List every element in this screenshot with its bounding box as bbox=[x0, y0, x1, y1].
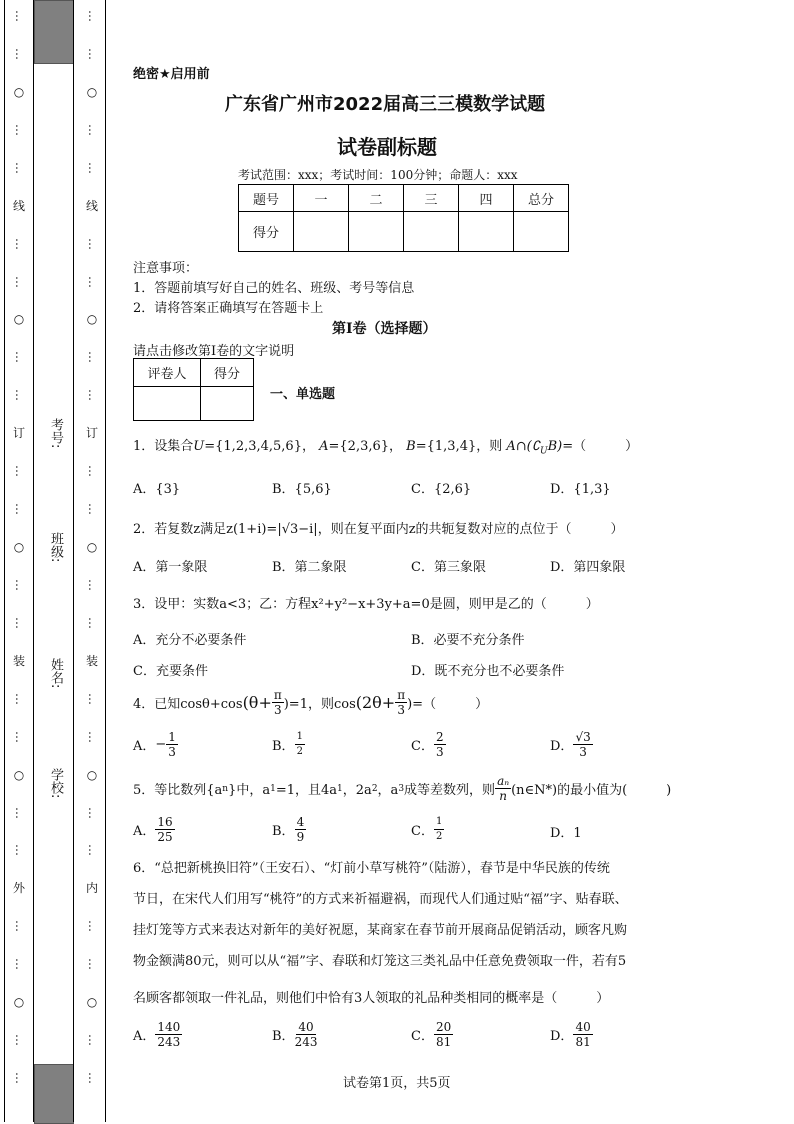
binding-mark: 内 bbox=[85, 881, 98, 895]
binding-mark: 装 bbox=[85, 654, 98, 668]
binding-mark: 线 bbox=[12, 199, 25, 213]
binding-mark: 装 bbox=[12, 654, 25, 668]
grader-cell[interactable] bbox=[134, 387, 201, 421]
q6-option-d[interactable]: D． $\frac{40}{81}$ bbox=[550, 1020, 591, 1049]
binding-mark: … bbox=[13, 958, 27, 970]
binding-mark: ○ bbox=[13, 540, 25, 554]
q3-option-d[interactable]: D．既不充分也不必要条件 bbox=[411, 664, 565, 679]
q2-option-d[interactable]: D．第四象限 bbox=[550, 560, 626, 575]
school-label: 学校: bbox=[48, 768, 63, 799]
outer-binding-marks bbox=[12, 0, 26, 1122]
name-label: 姓名: bbox=[48, 658, 63, 689]
question-6-line: 名顾客都领取一件礼品，则他们中恰有3人领取的礼品种类相同的概率是（ ） bbox=[133, 991, 610, 1006]
q5-option-a[interactable]: A． $\frac{16}{25}$ bbox=[133, 815, 173, 844]
score-header-cell: 四 bbox=[459, 185, 514, 212]
q1-option-c[interactable]: C．{2,6} bbox=[411, 482, 472, 497]
q3-option-b[interactable]: B．必要不充分条件 bbox=[411, 633, 525, 648]
binding-mark: ○ bbox=[13, 85, 25, 99]
binding-gray-block-top bbox=[34, 0, 74, 64]
grader-table bbox=[133, 358, 254, 421]
q5-option-b[interactable]: B． $\frac{4}{9}$ bbox=[272, 815, 305, 844]
question-5-stem: 5．等比数列{a n }中，a 1 =1，且4a 1 ，2a 2 ，a 3 成等差数列，则 $\frac{\text{aₙ}}{n}$ (n∈N*)的最小值为( ) bbox=[133, 774, 672, 803]
binding-divider-2 bbox=[73, 0, 74, 1122]
binding-mark: … bbox=[86, 162, 100, 174]
score-row-label: 得分 bbox=[239, 212, 294, 252]
q4-option-d[interactable]: D． $\frac{√3}{3}$ bbox=[550, 730, 591, 759]
student-id-label: 考号: bbox=[48, 418, 63, 449]
binding-mark: 订 bbox=[85, 426, 98, 440]
question-6-line: 物金额满80元，则可以从“福”字、春联和灯笼这三类礼品中任意免费领取一件，若有5 bbox=[133, 954, 627, 969]
score-cell[interactable] bbox=[349, 212, 404, 252]
binding-mark: … bbox=[86, 579, 100, 591]
binding-mark: … bbox=[86, 844, 100, 856]
score-header-cell: 总分 bbox=[514, 185, 569, 212]
question-4-stem: 4．已知cosθ+cos (θ+ $\frac{\pi}{3}$ )=1，则cos (2θ+ $\frac{\pi}{3}$ )=（ ） bbox=[133, 688, 489, 717]
q2-option-a[interactable]: A．第一象限 bbox=[133, 560, 208, 575]
binding-mark: … bbox=[13, 351, 27, 363]
binding-mark: … bbox=[86, 503, 100, 515]
q2-option-b[interactable]: B．第二象限 bbox=[272, 560, 347, 575]
binding-mark: … bbox=[86, 465, 100, 477]
exam-info: 考试范围：xxx；考试时间：100分钟；命题人：xxx bbox=[238, 168, 518, 182]
binding-mark: … bbox=[13, 10, 27, 22]
binding-mark: … bbox=[13, 731, 27, 743]
q4-option-a[interactable]: A． − $\frac{1}{3}$ bbox=[133, 730, 176, 759]
binding-mark: ○ bbox=[86, 768, 98, 782]
q5-option-d[interactable]: D．1 bbox=[550, 826, 582, 841]
q3-option-c[interactable]: C．充要条件 bbox=[133, 664, 208, 679]
binding-mark: … bbox=[13, 124, 27, 136]
binding-mark: … bbox=[13, 579, 27, 591]
q4-option-c[interactable]: C． $\frac{2}{3}$ bbox=[411, 730, 444, 759]
q4-option-b[interactable]: B． $\frac{1}{2}$ bbox=[272, 731, 303, 757]
score-header-cell: 二 bbox=[349, 185, 404, 212]
notes-heading: 注意事项： bbox=[133, 261, 199, 276]
grader-label: 评卷人 bbox=[134, 359, 201, 387]
binding-mark: … bbox=[13, 276, 27, 288]
binding-mark: … bbox=[86, 351, 100, 363]
binding-mark: … bbox=[86, 389, 100, 401]
part1-desc: 请点击修改第I卷的文字说明 bbox=[133, 344, 295, 359]
grader-score-cell[interactable] bbox=[201, 387, 254, 421]
binding-mark: … bbox=[13, 48, 27, 60]
class-label: 班级: bbox=[48, 532, 63, 563]
binding-mark: … bbox=[13, 920, 27, 932]
q6-option-a[interactable]: A． $\frac{140}{243}$ bbox=[133, 1020, 181, 1049]
binding-divider-3 bbox=[105, 0, 106, 1122]
q3-option-a[interactable]: A．充分不必要条件 bbox=[133, 633, 247, 648]
q1-option-a[interactable]: A．{3} bbox=[133, 482, 181, 497]
pi-over-3: $\frac{\pi}{3}$ bbox=[397, 688, 406, 717]
score-header-cell: 一 bbox=[294, 185, 349, 212]
page-footer: 试卷第1页，共5页 bbox=[343, 1076, 451, 1091]
binding-mark: … bbox=[86, 731, 100, 743]
binding-mark: … bbox=[86, 617, 100, 629]
q1-option-d[interactable]: D．{1,3} bbox=[550, 482, 611, 497]
question-6-line: 挂灯笼等方式来表达对新年的美好祝愿，某商家在春节前开展商品促销活动，顾客凡购 bbox=[133, 923, 628, 938]
binding-gray-block-bottom bbox=[34, 1064, 74, 1124]
binding-mark: 订 bbox=[12, 426, 25, 440]
binding-mark: … bbox=[86, 693, 100, 705]
pi-over-3: $\frac{\pi}{3}$ bbox=[273, 688, 282, 717]
q5-option-c[interactable]: C． $\frac{1}{2}$ bbox=[411, 816, 443, 842]
binding-mark: ○ bbox=[86, 312, 98, 326]
score-table bbox=[238, 184, 569, 252]
part1-title: 第I卷（选择题） bbox=[332, 321, 437, 337]
binding-mark: … bbox=[13, 844, 27, 856]
section-title: 一、单选题 bbox=[270, 387, 336, 402]
q6-option-b[interactable]: B． $\frac{40}{243}$ bbox=[272, 1020, 318, 1049]
binding-mark: … bbox=[13, 693, 27, 705]
binding-mark: ○ bbox=[13, 312, 25, 326]
binding-mark: … bbox=[86, 276, 100, 288]
binding-mark: … bbox=[86, 920, 100, 932]
binding-divider-1 bbox=[33, 0, 34, 1122]
score-cell[interactable] bbox=[404, 212, 459, 252]
binding-mark: … bbox=[86, 807, 100, 819]
binding-mark: … bbox=[13, 807, 27, 819]
confidential-mark: 绝密★启用前 bbox=[133, 67, 210, 82]
score-cell[interactable] bbox=[294, 212, 349, 252]
binding-mark: … bbox=[13, 238, 27, 250]
exam-subtitle: 试卷副标题 bbox=[337, 135, 437, 159]
binding-mark: … bbox=[86, 238, 100, 250]
question-1-stem: 1．设集合U={1,2,3,4,5,6}， A={2,3,6}， B={1,3,4}，则 $A\cap(∁_UB)=$（ ） bbox=[133, 439, 639, 457]
binding-mark: 线 bbox=[85, 199, 98, 213]
binding-mark: … bbox=[13, 389, 27, 401]
binding-mark: … bbox=[86, 124, 100, 136]
binding-mark: ○ bbox=[86, 85, 98, 99]
question-6-line: 6．“总把新桃换旧符”（王安石）、“灯前小草写桃符”（陆游），春节是中华民族的传统 bbox=[133, 861, 610, 876]
binding-mark: … bbox=[13, 1034, 27, 1046]
binding-mark: … bbox=[86, 48, 100, 60]
grader-score-label: 得分 bbox=[201, 359, 254, 387]
question-6-line: 节日，在宋代人们用写“桃符”的方式来祈福避祸，而现代人们通过贴“福”字、贴春联、 bbox=[133, 892, 628, 907]
binding-mark: ○ bbox=[13, 768, 25, 782]
question-3-stem: 3．设甲：实数a<3；乙：方程x²+y²−x+3y+a=0是圆，则甲是乙的（ ） bbox=[133, 597, 599, 612]
binding-mark: … bbox=[86, 958, 100, 970]
binding-mark: 外 bbox=[12, 881, 25, 895]
question-2-stem: 2．若复数z满足z(1+i)=|√3−i|，则在复平面内z的共轭复数对应的点位于（ ） bbox=[133, 522, 624, 537]
binding-mark: ○ bbox=[13, 995, 25, 1009]
binding-mark: … bbox=[86, 1072, 100, 1084]
binding-mark: … bbox=[86, 1034, 100, 1046]
score-cell[interactable] bbox=[459, 212, 514, 252]
note-item: 1．答题前填写好自己的姓名、班级、考号等信息 bbox=[133, 281, 415, 296]
score-header-cell: 三 bbox=[404, 185, 459, 212]
binding-mark: … bbox=[13, 617, 27, 629]
exam-title: 广东省广州市2022届高三三模数学试题 bbox=[225, 94, 546, 115]
binding-mark: … bbox=[86, 10, 100, 22]
binding-mark: ○ bbox=[86, 995, 98, 1009]
binding-mark: … bbox=[13, 465, 27, 477]
q2-option-c[interactable]: C．第三象限 bbox=[411, 560, 486, 575]
binding-edge-line bbox=[0, 0, 5, 1122]
score-cell[interactable] bbox=[514, 212, 569, 252]
binding-mark: ○ bbox=[86, 540, 98, 554]
score-header-cell: 题号 bbox=[239, 185, 294, 212]
inner-binding-marks bbox=[85, 0, 99, 1122]
note-item: 2．请将答案正确填写在答题卡上 bbox=[133, 301, 324, 316]
q1-option-b[interactable]: B．{5,6} bbox=[272, 482, 332, 497]
q6-option-c[interactable]: C． $\frac{20}{81}$ bbox=[411, 1020, 452, 1049]
binding-mark: … bbox=[13, 162, 27, 174]
binding-mark: … bbox=[13, 503, 27, 515]
binding-mark: … bbox=[13, 1072, 27, 1084]
